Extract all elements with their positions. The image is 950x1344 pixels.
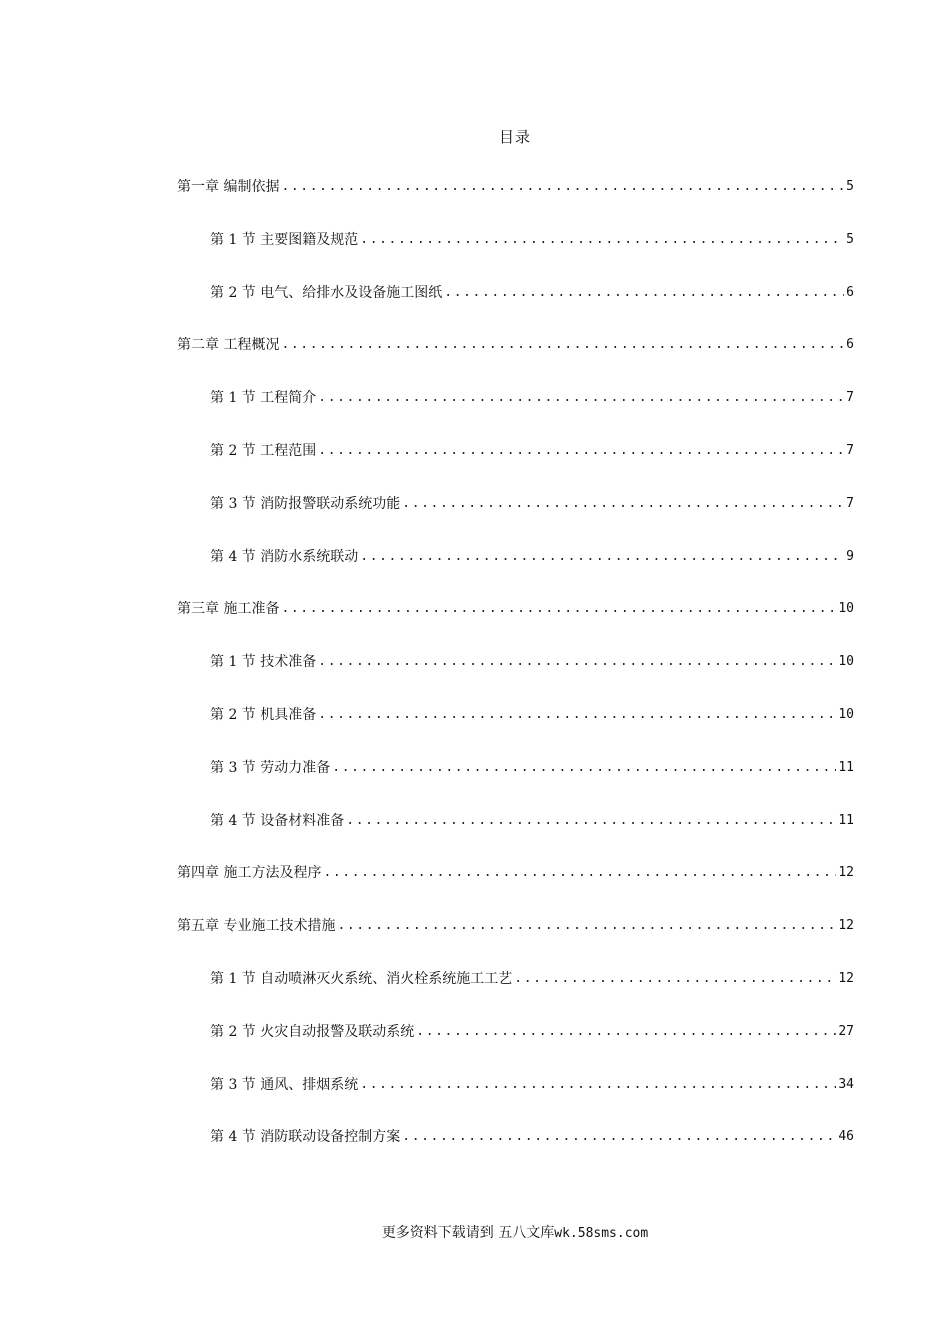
toc-dot-leader [281,335,844,355]
toc-dot-leader [346,811,836,831]
toc-entry-section[interactable] [0,547,950,600]
footer-text: 更多资料下载请到 五八文库 [381,1225,555,1241]
toc-entry-label: 第 2 节 电气、给排水及设备施工图纸 [210,284,443,301]
toc-page-number: 12 [838,918,854,934]
toc-page-number: 7 [846,495,854,511]
toc-entry-label: 第 3 节 劳动力准备 [210,759,331,776]
toc-entry-label: 第 2 节 工程范围 [210,442,317,459]
toc-dot-leader [318,388,844,408]
footer-link[interactable]: wk.58sms.com [554,1226,649,1241]
toc-page-number: 7 [846,442,854,458]
toc-page-number: 7 [846,390,854,406]
toc-page-number: 6 [846,337,854,353]
toc-entry-section[interactable] [0,811,950,864]
toc-dot-leader [318,652,836,672]
toc-entry-section[interactable] [0,1127,950,1180]
toc-entry-section[interactable] [0,969,950,1022]
toc-dot-leader [360,230,844,250]
toc-entry-chapter[interactable] [0,599,950,652]
toc-entry-label: 第五章 专业施工技术措施 [177,918,336,935]
toc-dot-leader [318,705,836,725]
toc-entry-section[interactable] [0,283,950,336]
toc-page-number: 46 [838,1129,854,1145]
table-of-contents [0,177,950,1180]
toc-entry-label: 第 1 节 技术准备 [210,654,317,671]
toc-page-number: 9 [846,548,854,564]
toc-entry-label: 第 1 节 主要图籍及规范 [210,231,359,248]
toc-entry-section[interactable] [0,388,950,441]
toc-page-number: 10 [838,654,854,670]
toc-entry-label: 第四章 施工方法及程序 [177,865,322,882]
toc-dot-leader [281,599,836,619]
toc-entry-label: 第 4 节 消防联动设备控制方案 [210,1129,401,1146]
toc-page-number: 11 [838,812,854,828]
toc-page-number: 11 [838,759,854,775]
toc-page-number: 10 [838,601,854,617]
toc-entry-label: 第 4 节 消防水系统联动 [210,548,359,565]
toc-dot-leader [514,969,836,989]
toc-entry-section[interactable] [0,705,950,758]
toc-entry-chapter[interactable] [0,335,950,388]
toc-page-number: 6 [846,284,854,300]
toc-entry-section[interactable] [0,1022,950,1075]
toc-dot-leader [281,177,844,197]
toc-entry-section[interactable] [0,1075,950,1128]
toc-entry-chapter[interactable] [0,177,950,230]
toc-dot-leader [402,494,844,514]
toc-dot-leader [332,758,836,778]
toc-entry-label: 第 1 节 工程简介 [210,390,317,407]
toc-entry-label: 第一章 编制依据 [177,179,280,195]
toc-page-number: 27 [838,1023,854,1039]
toc-entry-label: 第三章 施工准备 [177,601,280,618]
toc-entry-label: 第 1 节 自动喷淋灭火系统、消火栓系统施工工艺 [210,970,513,987]
toc-entry-chapter[interactable] [0,863,950,916]
toc-entry-label: 第 4 节 设备材料准备 [210,812,345,829]
toc-entry-section[interactable] [0,652,950,705]
toc-entry-chapter[interactable] [0,916,950,969]
toc-dot-leader [402,1127,836,1147]
toc-entry-label: 第 3 节 消防报警联动系统功能 [210,495,401,512]
toc-entry-label: 第二章 工程概况 [177,337,280,354]
toc-title: 目录 [498,128,531,146]
toc-dot-leader [444,283,844,303]
toc-entry-label: 第 2 节 火灾自动报警及联动系统 [210,1023,415,1040]
toc-entry-section[interactable] [0,758,950,811]
toc-page-number: 12 [838,970,854,986]
toc-entry-label: 第 3 节 通风、排烟系统 [210,1076,359,1093]
toc-page-number: 5 [846,179,854,194]
toc-dot-leader [360,547,844,567]
toc-entry-section[interactable] [0,230,950,283]
toc-dot-leader [318,441,844,461]
toc-dot-leader [337,916,836,936]
toc-dot-leader [323,863,836,883]
toc-entry-section[interactable] [0,441,950,494]
toc-entry-section[interactable] [0,494,950,547]
toc-page-number: 12 [838,865,854,881]
page-footer [0,1222,950,1242]
toc-page-number: 5 [846,231,854,247]
toc-dot-leader [360,1075,836,1095]
toc-entry-label: 第 2 节 机具准备 [210,706,317,723]
toc-page-number: 10 [838,706,854,722]
toc-dot-leader [416,1022,836,1042]
toc-page-number: 34 [838,1076,854,1092]
